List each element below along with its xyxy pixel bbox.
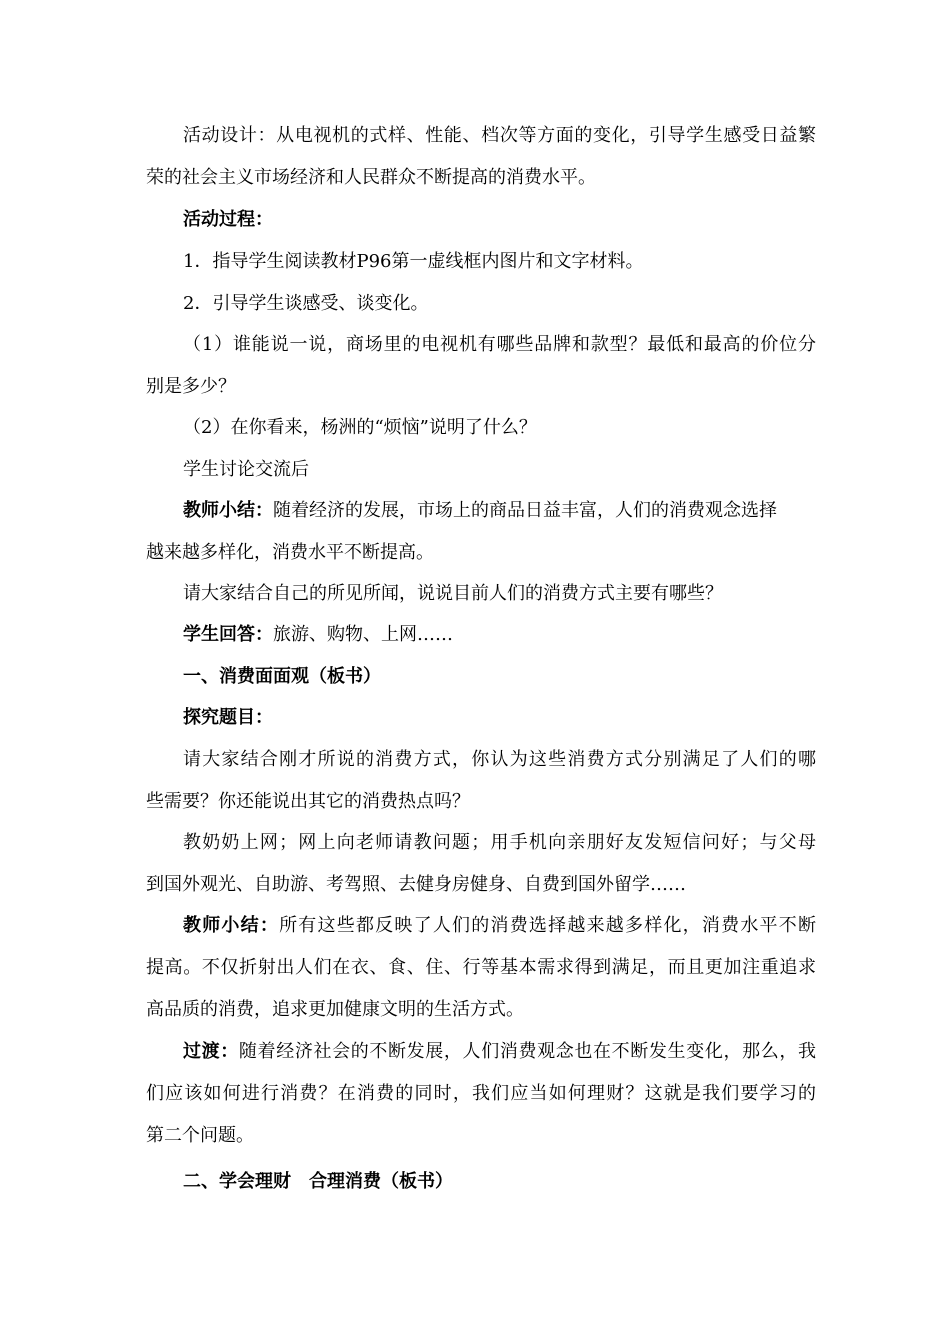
paragraph-line: 们应该如何进行消费？在消费的同时，我们应当如何理财？这就是我们要学习的 xyxy=(146,1083,816,1104)
teacher-summary-label: 教师小结： xyxy=(183,500,273,521)
inline-text: 随着经济社会的不断发展，人们消费观念也在不断发生变化，那么，我 xyxy=(238,1041,816,1062)
teacher-summary-label: 教师小结： xyxy=(183,915,280,936)
paragraph-line: 些需要？你还能说出其它的消费热点吗？ xyxy=(146,791,470,812)
list-item: 1．指导学生阅读教材P96第一虚线框内图片和文字材料。 xyxy=(183,251,644,272)
paragraph-line: 第二个问题。 xyxy=(146,1125,254,1146)
paragraph-line: 活动设计：从电视机的式样、性能、档次等方面的变化，引导学生感受日益繁 xyxy=(183,125,816,146)
paragraph-line: 高品质的消费，追求更加健康文明的生活方式。 xyxy=(146,999,524,1020)
list-item: 2．引导学生谈感受、谈变化。 xyxy=(183,293,429,314)
inline-text: 旅游、购物、上网…… xyxy=(273,624,453,645)
transition-label: 过渡： xyxy=(183,1041,239,1062)
student-answer-label: 学生回答： xyxy=(183,624,273,645)
paragraph-line xyxy=(183,623,853,647)
paragraph-line: 荣的社会主义市场经济和人民群众不断提高的消费水平。 xyxy=(146,167,596,188)
paragraph-line: 越来越多样化，消费水平不断提高。 xyxy=(146,542,434,563)
paragraph-line: 请大家结合自己的所见所闻，说说目前人们的消费方式主要有哪些？ xyxy=(183,583,723,604)
paragraph-line: 学生讨论交流后 xyxy=(183,459,309,480)
section-heading: 一、消费面面观（板书） xyxy=(183,666,381,687)
inline-text: 随着经济的发展，市场上的商品日益丰富，人们的消费观念选择 xyxy=(273,500,777,521)
paragraph-line: （2）在你看来，杨洲的“烦恼”说明了什么？ xyxy=(183,417,537,438)
paragraph-line xyxy=(183,914,816,938)
paragraph-line: 请大家结合刚才所说的消费方式，你认为这些消费方式分别满足了人们的哪 xyxy=(183,749,816,770)
inline-text: 所有这些都反映了人们的消费选择越来越多样化，消费水平不断 xyxy=(279,915,816,936)
paragraph-line xyxy=(183,499,853,523)
paragraph-line xyxy=(183,1040,816,1064)
section-label: 活动过程： xyxy=(183,209,273,230)
section-heading: 二、学会理财 合理消费（板书） xyxy=(183,1171,453,1192)
paragraph-line: 到国外观光、自助游、考驾照、去健身房健身、自费到国外留学…… xyxy=(146,874,686,895)
paragraph-line: 教奶奶上网；网上向老师请教问题；用手机向亲朋好友发短信问好；与父母 xyxy=(183,832,816,853)
section-label: 探究题目： xyxy=(183,707,273,728)
paragraph-line: （1）谁能说一说，商场里的电视机有哪些品牌和款型？最低和最高的价位分 xyxy=(183,334,816,355)
paragraph-line: 别是多少？ xyxy=(146,376,236,397)
paragraph-line: 提高。不仅折射出人们在衣、食、住、行等基本需求得到满足，而且更加注重追求 xyxy=(146,957,816,978)
